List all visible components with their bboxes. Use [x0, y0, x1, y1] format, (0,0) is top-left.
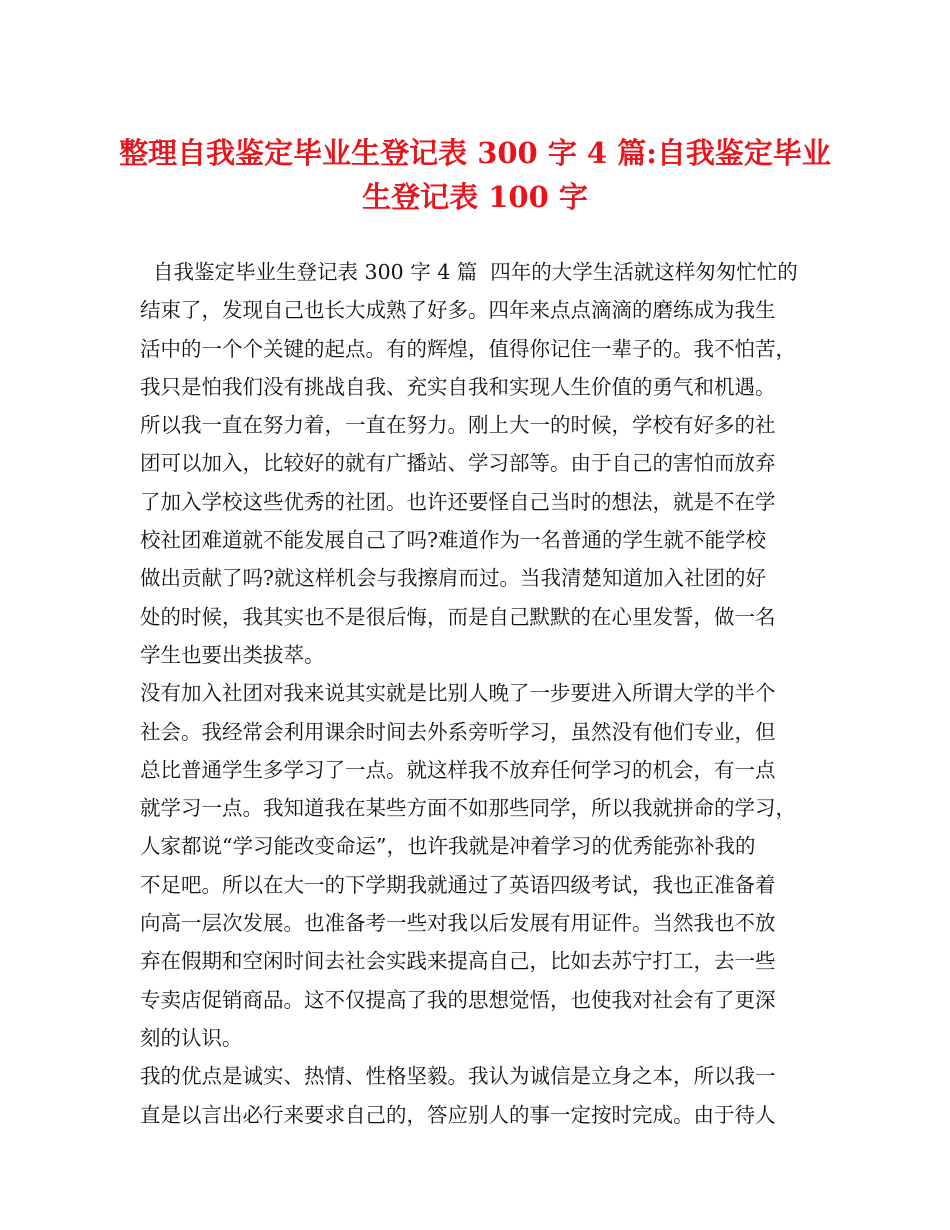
- body-line: 没有加入社团对我来说其实就是比别人晚了一步要进入所谓大学的半个: [140, 681, 776, 706]
- body-line: 所以我一直在努力着，一直在努力。刚上大一的时候，学校有好多的社: [140, 413, 776, 438]
- body-line: 团可以加入，比较好的就有广播站、学习部等。由于自己的害怕而放弃: [140, 451, 776, 476]
- document-title-line-1: 整理自我鉴定毕业生登记表 300 字 4 篇:自我鉴定毕业: [119, 136, 831, 170]
- body-line: 人家都说“学习能改变命运”，也许我就是冲着学习的优秀能弥补我的: [140, 834, 756, 859]
- body-line: 我只是怕我们没有挑战自我、充实自我和实现人生价值的勇气和机遇。: [140, 374, 776, 399]
- body-line: 专卖店促销商品。这不仅提高了我的思想觉悟，也使我对社会有了更深: [140, 987, 776, 1012]
- body-line: 结束了，发现自己也长大成熟了好多。四年来点点滴滴的磨练成为我生: [140, 298, 776, 323]
- body-line: 直是以言出必行来要求自己的，答应别人的事一定按时完成。由于待人: [140, 1102, 776, 1127]
- document-title-line-2: 生登记表 100 字: [362, 180, 588, 214]
- body-line: 不足吧。所以在大一的下学期我就通过了英语四级考试，我也正准备着: [140, 872, 776, 897]
- body-line: 社会。我经常会利用课余时间去外系旁听学习，虽然没有他们专业，但: [140, 719, 776, 744]
- body-line: 了加入学校这些优秀的社团。也许还要怪自己当时的想法，就是不在学: [140, 489, 776, 514]
- body-line: 处的时候，我其实也不是很后悔，而是自己默默的在心里发誓，做一名: [140, 604, 776, 629]
- body-line: 做出贡献了吗?就这样机会与我擦肩而过。当我清楚知道加入社团的好: [140, 566, 766, 591]
- body-line: 向高一层次发展。也准备考一些对我以后发展有用证件。当然我也不放: [140, 911, 776, 936]
- body-line: 校社团难道就不能发展自己了吗?难道作为一名普通的学生就不能学校: [140, 528, 766, 553]
- document-body: [140, 253, 820, 1134]
- body-line: 弃在假期和空闲时间去社会实践来提高自己，比如去苏宁打工，去一些: [140, 949, 776, 974]
- body-line: 刻的认识。: [140, 1025, 243, 1050]
- body-line: 学生也要出类拔萃。: [140, 642, 325, 667]
- body-line: 自我鉴定毕业生登记表 300 字 4 篇 四年的大学生活就这样匆匆忙忙的: [140, 260, 798, 284]
- body-line: 活中的一个个关键的起点。有的辉煌，值得你记住一辈子的。我不怕苦，: [140, 336, 796, 361]
- body-line: 总比普通学生多学习了一点。就这样我不放弃任何学习的机会，有一点: [140, 757, 776, 782]
- body-line: 我的优点是诚实、热情、性格坚毅。我认为诚信是立身之本，所以我一: [140, 1064, 776, 1089]
- body-line: 就学习一点。我知道我在某些方面不如那些同学，所以我就拼命的学习，: [140, 796, 796, 821]
